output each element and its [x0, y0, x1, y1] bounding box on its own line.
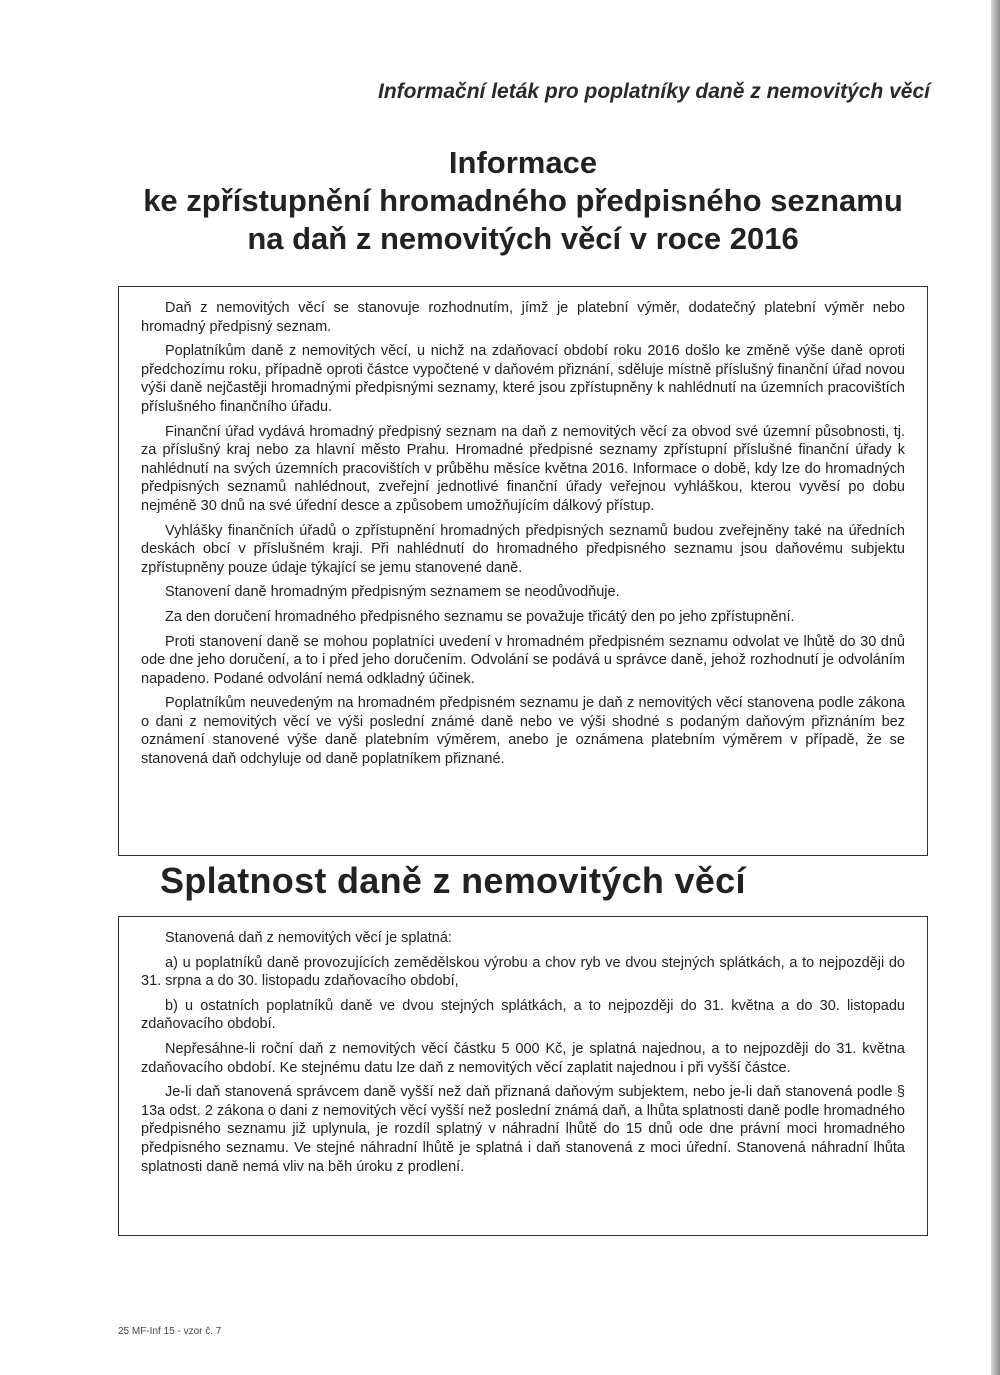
- due-paragraph-2: a) u poplatníků daně provozujících zemědělskou výrobu a chov ryb ve dvou stejných splátkách, a to nejpozději do 31. srpna a do 30. listopadu zdaňovacího období,: [141, 954, 905, 990]
- info-paragraph-3: Finanční úřad vydává hromadný předpisný seznam na daň z nemovitých věcí za obvod své územní působnosti, tj. za příslušný kraj nebo za hlavní město Prahu. Hromadné předpisné seznamy zpřístupní příslušné finanční úřady k nahlédnutí na svých územních pracovištích v průběhu měsíce května 2016. Informace o době, kdy lze do hromadných předpisných seznamů nahlédnout, zveřejní jednotlivé finanční úřady veřejnou vyhláškou, kterou vyvěsí po dobu nejméně 30 dnů na své úřední desce a způsobem umožňujícím dálkový přístup.: [141, 423, 905, 514]
- due-paragraph-4: Nepřesáhne-li roční daň z nemovitých věcí částku 5 000 Kč, je splatná najednou, a to nejpozději do 31. května zdaňovacího období. Ke stejnému datu lze daň z nemovitých věcí zaplatit najednou i při vyšší částce.: [141, 1040, 905, 1076]
- info-paragraph-8: Poplatníkům neuvedeným na hromadném předpisném seznamu je daň z nemovitých věcí stanovena podle zákona o dani z nemovitých věcí ve výši poslední známé daně nebo ve výši shodné s podaným daňovým přiznáním bez oznámení stanovené výše daně platebním výměrem, anebo je oznámena platebním výměrem v případě, že se stanovená daň odchyluje od daně poplatníkem přiznané.: [141, 695, 905, 768]
- main-heading-line-2: ke zpřístupnění hromadného předpisného seznamu: [143, 183, 903, 218]
- main-heading-line-1: Informace: [448, 145, 598, 180]
- due-box: [118, 916, 928, 1236]
- footer-form-code: 25 MF-Inf 15 - vzor č. 7: [118, 1326, 222, 1337]
- info-paragraph-5: Stanovení daně hromadným předpisným seznamem se neodůvodňuje.: [165, 584, 620, 601]
- section-heading-due: Splatnost daně z nemovitých věcí: [160, 860, 746, 901]
- main-heading: [118, 144, 928, 258]
- info-paragraph-4: Vyhlášky finančních úřadů o zpřístupnění hromadných předpisných seznamů budou zveřejněny také na úředních deskách obcí v příslušném kraji. Při nahlédnutí do hromadného předpisného seznamu jsou daňovému subjektu zpřístupněny pouze údaje týkající se jemu stanovené daně.: [141, 522, 905, 576]
- info-paragraph-1: Daň z nemovitých věcí se stanovuje rozhodnutím, jímž je platební výměr, dodatečný platební výměr nebo hromadný předpisný seznam.: [141, 300, 905, 335]
- main-heading-line-3: na daň z nemovitých věcí v roce 2016: [247, 221, 799, 256]
- due-paragraph-5: Je-li daň stanovená správcem daně vyšší než daň přiznaná daňovým subjektem, nebo je-li daň stanovená podle § 13a odst. 2 zákona o dani z nemovitých věcí vyšší než poslední známá daň, a lhůta splatnosti daně podle hromadného předpisného seznamu již uplynula, je rozdíl splatný v náhradní lhůtě do 15 dnů ode dne právní moci hromadného předpisného seznamu. Ve stejné náhradní lhůtě je splatná i daň stanovená z moci úřední. Stanovená náhradní lhůta splatnosti daně nemá vliv na běh úroku z prodlení.: [141, 1084, 905, 1175]
- due-paragraph-1: Stanovená daň z nemovitých věcí je splatná:: [165, 930, 452, 946]
- page-edge-shadow: [991, 0, 1000, 1375]
- leaflet-title: Informační leták pro poplatníky daně z nemovitých věcí: [378, 80, 930, 103]
- info-paragraph-2: Poplatníkům daně z nemovitých věcí, u nichž na zdaňovací období roku 2016 došlo ke změně výše daně oproti předchozímu roku, případně oproti částce vypočtené v daňovém přiznání, sděluje místně příslušný finanční úřad novou výši daně nejčastěji hromadnými předpisnými seznamy, které jsou zpřístupněny k nahlédnutí na územních pracovištích příslušného finančního úřadu.: [141, 343, 905, 415]
- info-box: [118, 286, 928, 856]
- info-paragraph-6: Za den doručení hromadného předpisného seznamu se považuje třicátý den po jeho zpřístupnění.: [165, 608, 795, 625]
- due-paragraph-3: b) u ostatních poplatníků daně ve dvou stejných splátkách, a to nejpozději do 31. května a do 30. listopadu zdaňovacího období.: [141, 997, 905, 1033]
- info-paragraph-7: Proti stanovení daně se mohou poplatníci uvedení v hromadném předpisném seznamu odvolat ve lhůtě do 30 dnů ode dne jeho doručení, a to i před jeho doručením. Odvolání se podává u správce daně, jehož rozhodnutí je odvoláním napadeno. Podané odvolání nemá odkladný účinek.: [141, 633, 905, 687]
